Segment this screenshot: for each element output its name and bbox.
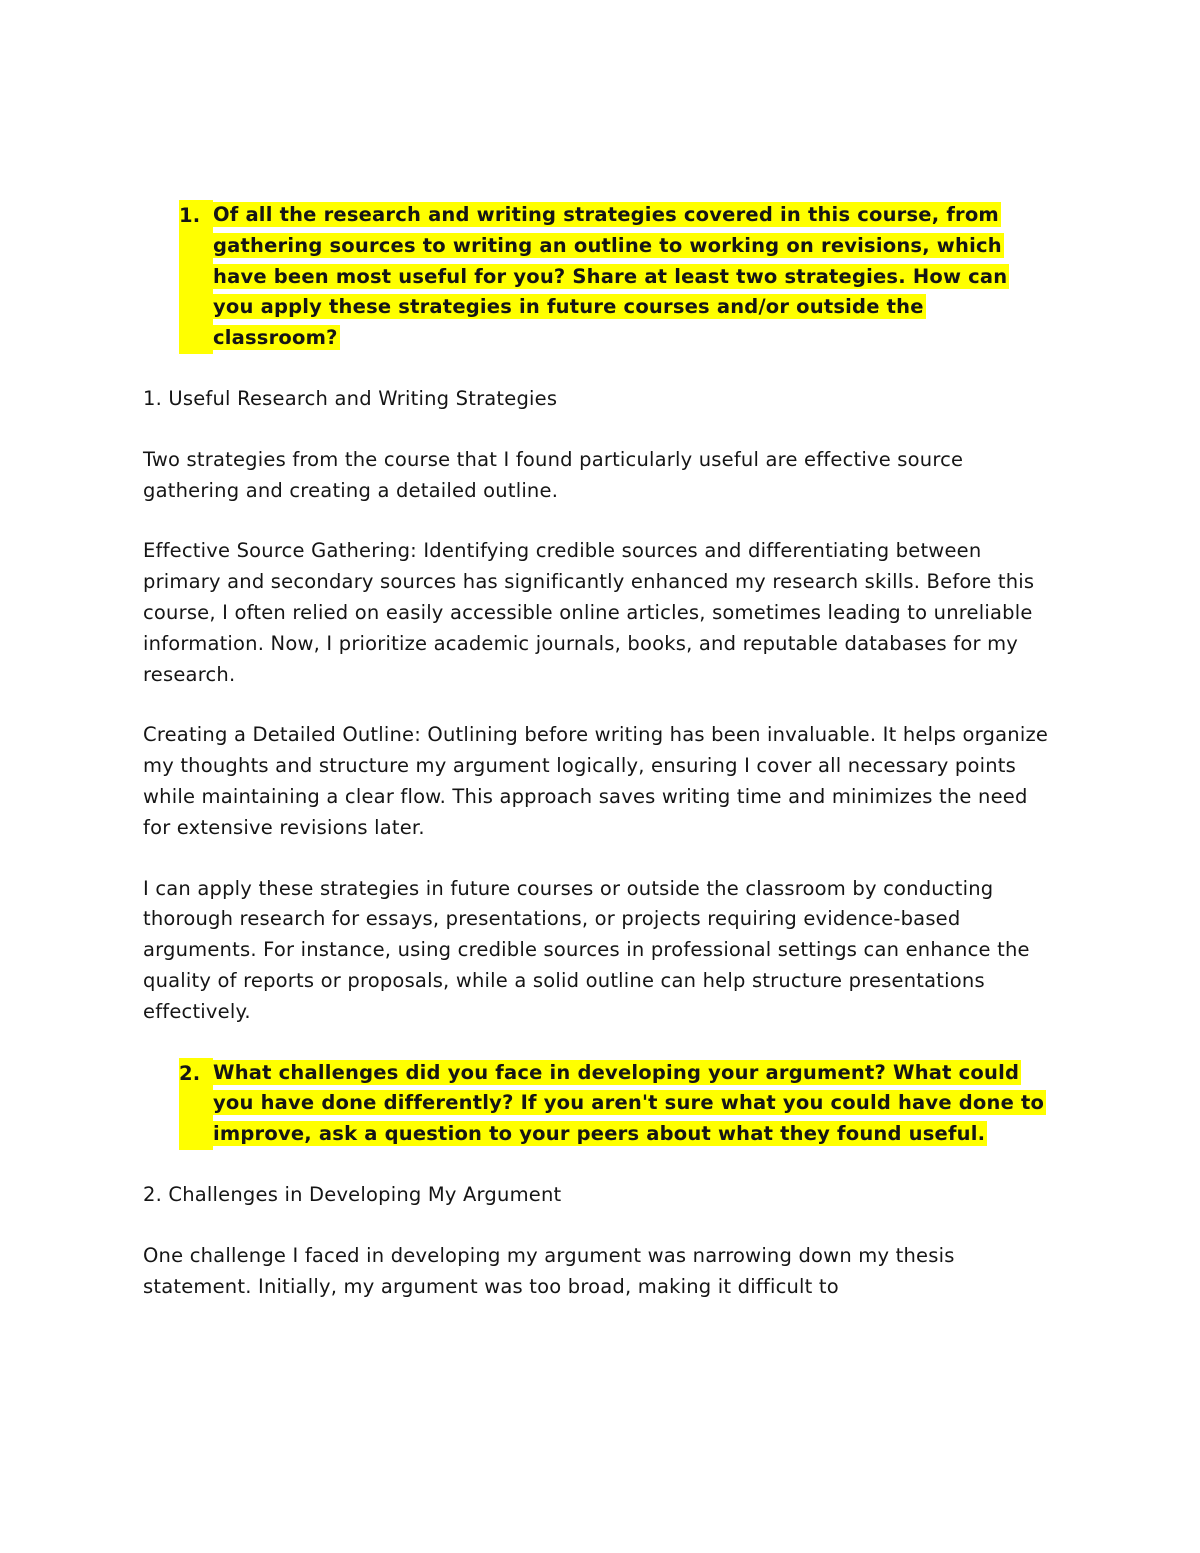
paragraph-detailed-outline: Creating a Detailed Outline: Outlining before writing has been invaluable. It helps organize my thoughts and structure my argument logically, ensuring I cover all necessary points while maintaining a clear flow. This approach saves writing time and minimizes the need for extensive revisions later. (143, 723, 1049, 839)
paragraph-challenges-intro: One challenge I faced in developing my argument was narrowing down my thesis statement. Initially, my argument was too broad, making it difficult to (143, 1243, 955, 1298)
section-heading-2: 2. Challenges in Developing My Argument (143, 1182, 562, 1206)
paragraph-apply-strategies: I can apply these strategies in future courses or outside the classroom by conducting thorough research for essays, presentations, or projects requiring evidence-based arguments. For instance, using credible sources in professional settings can enhance the quality of reports or proposals, while a solid outline can help structure presentations effectively. (143, 876, 1030, 1023)
question-2-text-wrap (213, 1058, 1052, 1150)
paragraph-strategies-intro: Two strategies from the course that I found particularly useful are effective source gathering and creating a detailed outline. (143, 447, 964, 502)
highlighted-question-1 (179, 200, 1052, 354)
section-heading-1: 1. Useful Research and Writing Strategies (143, 386, 558, 410)
question-1-text: Of all the research and writing strategies covered in this course, from gathering sources to writing an outline to working on revisions, which have been most useful for you? Share at least two strategies. How can you apply these strategies in future courses and/or outside the classroom? (213, 203, 1008, 350)
question-2-text: What challenges did you face in developing your argument? What could you have done differently? If you aren't sure what you could have done to improve, ask a question to your peers about what they found useful. (213, 1060, 1045, 1146)
paragraph-source-gathering: Effective Source Gathering: Identifying credible sources and differentiating between primary and secondary sources has significantly enhanced my research skills. Before this course, I often relied on easily accessible online articles, sometimes leading to unreliable information. Now, I prioritize academic journals, books, and reputable databases for my research. (143, 539, 1035, 686)
question-1-number: 1. (179, 200, 213, 354)
question-2-number: 2. (179, 1058, 213, 1150)
question-1-text-wrap (213, 200, 1052, 354)
highlighted-question-2 (179, 1058, 1052, 1150)
